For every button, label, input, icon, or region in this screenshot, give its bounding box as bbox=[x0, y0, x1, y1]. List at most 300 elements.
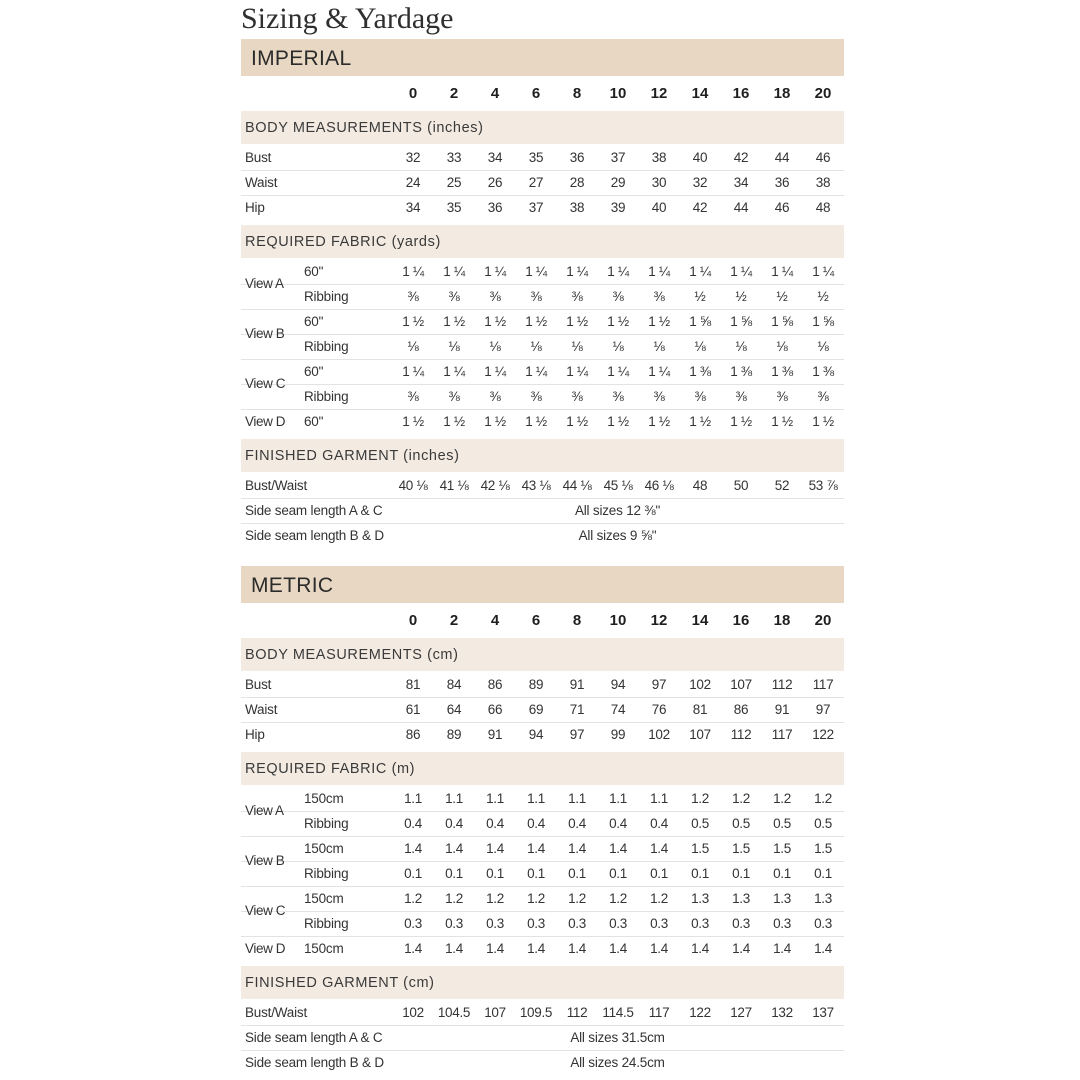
row-sublabel: 150cm bbox=[304, 841, 344, 856]
table-row bbox=[241, 359, 844, 385]
fabric-cell: 1 ¼ bbox=[648, 364, 670, 379]
fabric-cell: ⅛ bbox=[653, 339, 665, 354]
body-cell: 86 bbox=[487, 677, 503, 692]
row-sublabel: 150cm bbox=[304, 891, 344, 906]
row-sublabel: Ribbing bbox=[304, 339, 349, 354]
fabric-cell: 1 ½ bbox=[812, 414, 834, 429]
garment-cell: 42 ⅛ bbox=[480, 478, 510, 493]
fabric-cell: 1.1 bbox=[650, 791, 668, 806]
fabric-cell: 0.1 bbox=[691, 866, 709, 881]
table-row bbox=[241, 1025, 844, 1051]
view-label: View A bbox=[245, 276, 284, 291]
table-row bbox=[241, 697, 844, 723]
fabric-cell: 1.1 bbox=[527, 791, 545, 806]
body-cell: 81 bbox=[405, 677, 421, 692]
view-label: View D bbox=[245, 414, 286, 429]
fabric-cell: 0.4 bbox=[568, 816, 586, 831]
fabric-cell: ½ bbox=[735, 289, 747, 304]
fabric-cell: 1 ⅝ bbox=[812, 314, 834, 329]
fabric-cell: 1 ¼ bbox=[443, 364, 465, 379]
body-cell: 36 bbox=[774, 175, 790, 190]
table-row bbox=[241, 886, 844, 912]
fabric-cell: 1.1 bbox=[486, 791, 504, 806]
body-cell: 25 bbox=[446, 175, 462, 190]
fabric-cell: 1 ½ bbox=[689, 414, 711, 429]
body-cell: 107 bbox=[730, 677, 752, 692]
table-row bbox=[241, 523, 844, 548]
size-header: 20 bbox=[814, 85, 832, 102]
fabric-cell: 1.4 bbox=[445, 841, 463, 856]
fabric-cell: ⅜ bbox=[407, 289, 419, 304]
body-cell: 34 bbox=[405, 200, 421, 215]
fabric-cell: ⅛ bbox=[694, 339, 706, 354]
fabric-cell: ⅜ bbox=[407, 389, 419, 404]
fabric-cell: 1 ½ bbox=[402, 414, 424, 429]
fabric-cell: 0.4 bbox=[609, 816, 627, 831]
fabric-cell: 1.2 bbox=[568, 891, 586, 906]
fabric-cell: ⅜ bbox=[489, 289, 501, 304]
group-heading-label: FINISHED GARMENT (cm) bbox=[245, 975, 435, 991]
fabric-cell: 1.3 bbox=[691, 891, 709, 906]
body-cell: 91 bbox=[487, 727, 503, 742]
body-cell: 29 bbox=[610, 175, 626, 190]
body-cell: 34 bbox=[733, 175, 749, 190]
fabric-cell: 0.3 bbox=[527, 916, 545, 931]
group-heading-label: FINISHED GARMENT (inches) bbox=[245, 448, 460, 464]
fabric-cell: 0.3 bbox=[445, 916, 463, 931]
body-cell: 99 bbox=[610, 727, 626, 742]
table-row bbox=[241, 836, 844, 862]
row-sublabel: Ribbing bbox=[304, 389, 349, 404]
body-cell: 42 bbox=[733, 150, 749, 165]
size-header: 12 bbox=[650, 85, 668, 102]
fabric-cell: ⅜ bbox=[530, 289, 542, 304]
fabric-cell: ⅜ bbox=[735, 389, 747, 404]
fabric-cell: ⅛ bbox=[448, 339, 460, 354]
fabric-cell: ⅜ bbox=[489, 389, 501, 404]
body-cell: 66 bbox=[487, 702, 503, 717]
row-sublabel: 150cm bbox=[304, 941, 344, 956]
size-header-row bbox=[241, 603, 844, 638]
size-header: 6 bbox=[531, 85, 541, 102]
body-cell: 36 bbox=[487, 200, 503, 215]
fabric-cell: 0.1 bbox=[568, 866, 586, 881]
fabric-cell: 0.3 bbox=[814, 916, 832, 931]
group-heading-label: REQUIRED FABRIC (yards) bbox=[245, 234, 441, 250]
view-label: View B bbox=[245, 326, 285, 341]
body-cell: 107 bbox=[689, 727, 711, 742]
body-cell: 38 bbox=[815, 175, 831, 190]
fabric-cell: 1 ½ bbox=[730, 414, 752, 429]
body-cell: 117 bbox=[812, 677, 834, 692]
size-header: 16 bbox=[732, 612, 750, 629]
fabric-cell: 1.2 bbox=[732, 791, 750, 806]
fabric-cell: 1.2 bbox=[486, 891, 504, 906]
body-measurements-heading bbox=[241, 638, 844, 671]
row-label: Side seam length A & C bbox=[245, 503, 383, 518]
body-cell: 38 bbox=[651, 150, 667, 165]
fabric-cell: 1.5 bbox=[814, 841, 832, 856]
body-cell: 97 bbox=[651, 677, 667, 692]
fabric-cell: 1 ¼ bbox=[566, 264, 588, 279]
fabric-cell: ⅛ bbox=[489, 339, 501, 354]
fabric-cell: ⅛ bbox=[817, 339, 829, 354]
body-cell: 86 bbox=[733, 702, 749, 717]
garment-cell: 137 bbox=[812, 1005, 834, 1020]
body-cell: 35 bbox=[446, 200, 462, 215]
fabric-cell: 1 ¼ bbox=[484, 264, 506, 279]
garment-cell: 117 bbox=[648, 1005, 670, 1020]
fabric-cell: 1 ⅜ bbox=[771, 364, 793, 379]
body-cell: 40 bbox=[651, 200, 667, 215]
view-label: View C bbox=[245, 903, 286, 918]
fabric-cell: ⅛ bbox=[407, 339, 419, 354]
table-row bbox=[241, 786, 844, 812]
fabric-cell: 1 ½ bbox=[525, 414, 547, 429]
row-sublabel: Ribbing bbox=[304, 916, 349, 931]
fabric-cell: 1 ½ bbox=[443, 414, 465, 429]
garment-cell: 112 bbox=[566, 1005, 588, 1020]
fabric-cell: ⅛ bbox=[612, 339, 624, 354]
table-row bbox=[241, 145, 844, 171]
all-sizes-value: All sizes 24.5cm bbox=[570, 1055, 665, 1070]
fabric-cell: 0.3 bbox=[650, 916, 668, 931]
fabric-cell: 1 ¼ bbox=[689, 264, 711, 279]
garment-cell: 53 ⅞ bbox=[808, 478, 838, 493]
fabric-cell: 1 ¼ bbox=[812, 264, 834, 279]
garment-cell: 41 ⅛ bbox=[439, 478, 469, 493]
fabric-cell: ⅜ bbox=[694, 389, 706, 404]
all-sizes-value: All sizes 9 ⅝" bbox=[578, 528, 657, 543]
all-sizes-value: All sizes 31.5cm bbox=[570, 1030, 665, 1045]
table-row bbox=[241, 409, 844, 434]
fabric-cell: 1 ½ bbox=[525, 314, 547, 329]
fabric-cell: 1 ⅜ bbox=[812, 364, 834, 379]
body-cell: 102 bbox=[648, 727, 670, 742]
size-header: 0 bbox=[408, 612, 418, 629]
row-sublabel: 60" bbox=[304, 364, 324, 379]
fabric-cell: ⅛ bbox=[735, 339, 747, 354]
fabric-cell: 0.4 bbox=[527, 816, 545, 831]
body-cell: 64 bbox=[446, 702, 462, 717]
body-cell: 48 bbox=[815, 200, 831, 215]
table-row bbox=[241, 284, 844, 310]
body-cell: 71 bbox=[569, 702, 585, 717]
table-row bbox=[241, 259, 844, 285]
garment-cell: 127 bbox=[730, 1005, 752, 1020]
required-fabric-heading bbox=[241, 752, 844, 785]
size-header: 10 bbox=[609, 612, 627, 629]
fabric-cell: ⅜ bbox=[571, 389, 583, 404]
body-cell: 46 bbox=[774, 200, 790, 215]
row-label: Waist bbox=[245, 175, 278, 190]
fabric-cell: ⅛ bbox=[530, 339, 542, 354]
body-cell: 44 bbox=[774, 150, 790, 165]
fabric-cell: 1 ¼ bbox=[771, 264, 793, 279]
row-label: Hip bbox=[245, 200, 265, 215]
fabric-cell: 1 ⅝ bbox=[730, 314, 752, 329]
fabric-cell: 1.5 bbox=[773, 841, 791, 856]
size-header: 10 bbox=[609, 85, 627, 102]
fabric-cell: 1.4 bbox=[650, 841, 668, 856]
size-header: 2 bbox=[449, 612, 459, 629]
fabric-cell: ⅜ bbox=[612, 389, 624, 404]
table-row bbox=[241, 1000, 844, 1026]
garment-cell: 102 bbox=[402, 1005, 424, 1020]
garment-cell: 104.5 bbox=[437, 1005, 471, 1020]
row-label: Side seam length A & C bbox=[245, 1030, 383, 1045]
size-header: 4 bbox=[490, 612, 500, 629]
group-heading-label: BODY MEASUREMENTS (inches) bbox=[245, 120, 484, 136]
body-cell: 97 bbox=[815, 702, 831, 717]
size-header: 18 bbox=[773, 85, 791, 102]
group-heading-label: REQUIRED FABRIC (m) bbox=[245, 761, 416, 777]
fabric-cell: 1 ⅝ bbox=[771, 314, 793, 329]
fabric-cell: 1.4 bbox=[568, 841, 586, 856]
table-row bbox=[241, 195, 844, 220]
body-cell: 35 bbox=[528, 150, 544, 165]
fabric-cell: ⅜ bbox=[530, 389, 542, 404]
body-cell: 97 bbox=[569, 727, 585, 742]
row-sublabel: Ribbing bbox=[304, 289, 349, 304]
view-label: View A bbox=[245, 803, 284, 818]
table-row bbox=[241, 498, 844, 524]
all-sizes-value: All sizes 12 ⅜" bbox=[574, 503, 661, 518]
body-cell: 26 bbox=[487, 175, 503, 190]
table-row bbox=[241, 722, 844, 747]
row-label: Bust bbox=[245, 677, 272, 692]
fabric-cell: 1 ⅝ bbox=[689, 314, 711, 329]
fabric-cell: 1.3 bbox=[814, 891, 832, 906]
garment-cell: 43 ⅛ bbox=[521, 478, 551, 493]
body-cell: 44 bbox=[733, 200, 749, 215]
fabric-cell: 1 ½ bbox=[607, 414, 629, 429]
size-header: 18 bbox=[773, 612, 791, 629]
fabric-cell: 0.1 bbox=[732, 866, 750, 881]
fabric-cell: 1 ½ bbox=[402, 314, 424, 329]
size-header: 14 bbox=[691, 612, 709, 629]
fabric-cell: 1.3 bbox=[732, 891, 750, 906]
body-cell: 38 bbox=[569, 200, 585, 215]
table-row bbox=[241, 384, 844, 410]
fabric-cell: ½ bbox=[694, 289, 706, 304]
size-header: 20 bbox=[814, 612, 832, 629]
body-cell: 32 bbox=[692, 175, 708, 190]
fabric-cell: 1.3 bbox=[773, 891, 791, 906]
fabric-cell: 0.3 bbox=[773, 916, 791, 931]
body-cell: 69 bbox=[528, 702, 544, 717]
body-cell: 74 bbox=[610, 702, 626, 717]
finished-garment-heading bbox=[241, 966, 844, 999]
fabric-cell: 0.1 bbox=[486, 866, 504, 881]
body-measurements-heading bbox=[241, 111, 844, 144]
fabric-cell: 1.4 bbox=[773, 941, 791, 956]
garment-cell: 45 ⅛ bbox=[603, 478, 633, 493]
body-cell: 117 bbox=[771, 727, 793, 742]
body-cell: 37 bbox=[610, 150, 626, 165]
fabric-cell: 1.1 bbox=[445, 791, 463, 806]
fabric-cell: 1 ½ bbox=[566, 314, 588, 329]
fabric-cell: 1 ¼ bbox=[607, 264, 629, 279]
fabric-cell: 1.2 bbox=[527, 891, 545, 906]
garment-cell: 107 bbox=[484, 1005, 506, 1020]
body-cell: 94 bbox=[610, 677, 626, 692]
fabric-cell: ⅜ bbox=[571, 289, 583, 304]
garment-cell: 50 bbox=[733, 478, 749, 493]
fabric-cell: ⅜ bbox=[612, 289, 624, 304]
row-sublabel: 60" bbox=[304, 414, 324, 429]
fabric-cell: 0.1 bbox=[650, 866, 668, 881]
size-header: 16 bbox=[732, 85, 750, 102]
fabric-cell: 1 ½ bbox=[771, 414, 793, 429]
size-header: 14 bbox=[691, 85, 709, 102]
fabric-cell: 1.1 bbox=[404, 791, 422, 806]
fabric-cell: ⅜ bbox=[448, 289, 460, 304]
fabric-cell: 1.4 bbox=[568, 941, 586, 956]
body-cell: 76 bbox=[651, 702, 667, 717]
fabric-cell: 1.5 bbox=[691, 841, 709, 856]
fabric-cell: 1 ¼ bbox=[443, 264, 465, 279]
imperial-heading: IMPERIAL bbox=[241, 39, 844, 76]
fabric-cell: 1.4 bbox=[609, 841, 627, 856]
view-label: View C bbox=[245, 376, 286, 391]
fabric-cell: 1.4 bbox=[486, 841, 504, 856]
body-cell: 112 bbox=[771, 677, 793, 692]
garment-cell: 40 ⅛ bbox=[398, 478, 428, 493]
fabric-cell: 0.3 bbox=[404, 916, 422, 931]
garment-cell: 52 bbox=[774, 478, 790, 493]
table-row bbox=[241, 1050, 844, 1075]
table-row bbox=[241, 861, 844, 887]
fabric-cell: ⅛ bbox=[571, 339, 583, 354]
body-cell: 36 bbox=[569, 150, 585, 165]
body-cell: 37 bbox=[528, 200, 544, 215]
fabric-cell: 1.2 bbox=[404, 891, 422, 906]
fabric-cell: 0.1 bbox=[814, 866, 832, 881]
body-cell: 32 bbox=[405, 150, 421, 165]
size-header: 8 bbox=[572, 612, 582, 629]
garment-cell: 46 ⅛ bbox=[644, 478, 674, 493]
fabric-cell: 1 ¼ bbox=[730, 264, 752, 279]
fabric-cell: 1 ⅜ bbox=[730, 364, 752, 379]
fabric-cell: 0.4 bbox=[404, 816, 422, 831]
size-header: 8 bbox=[572, 85, 582, 102]
row-label: Bust bbox=[245, 150, 272, 165]
fabric-cell: ½ bbox=[817, 289, 829, 304]
body-cell: 94 bbox=[528, 727, 544, 742]
fabric-cell: 1.4 bbox=[527, 941, 545, 956]
fabric-cell: 1 ½ bbox=[484, 414, 506, 429]
fabric-cell: 1.2 bbox=[773, 791, 791, 806]
fabric-cell: 1 ½ bbox=[484, 314, 506, 329]
fabric-cell: 1 ⅜ bbox=[689, 364, 711, 379]
body-cell: 40 bbox=[692, 150, 708, 165]
body-cell: 33 bbox=[446, 150, 462, 165]
fabric-cell: 1.2 bbox=[445, 891, 463, 906]
garment-cell: 122 bbox=[689, 1005, 711, 1020]
fabric-cell: 0.5 bbox=[732, 816, 750, 831]
body-cell: 24 bbox=[405, 175, 421, 190]
fabric-cell: ½ bbox=[776, 289, 788, 304]
fabric-cell: 0.4 bbox=[650, 816, 668, 831]
fabric-cell: 1.4 bbox=[527, 841, 545, 856]
row-sublabel: 60" bbox=[304, 264, 324, 279]
garment-cell: 109.5 bbox=[519, 1005, 553, 1020]
row-sublabel: 60" bbox=[304, 314, 324, 329]
fabric-cell: 1.4 bbox=[404, 841, 422, 856]
fabric-cell: 0.1 bbox=[404, 866, 422, 881]
size-header: 2 bbox=[449, 85, 459, 102]
fabric-cell: 1 ½ bbox=[443, 314, 465, 329]
body-cell: 27 bbox=[528, 175, 544, 190]
table-row bbox=[241, 170, 844, 196]
fabric-cell: 1 ¼ bbox=[525, 264, 547, 279]
fabric-cell: 1 ¼ bbox=[525, 364, 547, 379]
page-title: Sizing & Yardage bbox=[241, 2, 454, 35]
fabric-cell: 0.4 bbox=[445, 816, 463, 831]
garment-cell: 44 ⅛ bbox=[562, 478, 592, 493]
size-header: 12 bbox=[650, 612, 668, 629]
body-cell: 39 bbox=[610, 200, 626, 215]
fabric-cell: 1.1 bbox=[568, 791, 586, 806]
fabric-cell: 1 ½ bbox=[648, 414, 670, 429]
fabric-cell: 1.1 bbox=[609, 791, 627, 806]
row-label: Waist bbox=[245, 702, 278, 717]
fabric-cell: 1.4 bbox=[691, 941, 709, 956]
body-cell: 81 bbox=[692, 702, 708, 717]
fabric-cell: 0.1 bbox=[445, 866, 463, 881]
body-cell: 28 bbox=[569, 175, 585, 190]
fabric-cell: 0.5 bbox=[691, 816, 709, 831]
row-sublabel: Ribbing bbox=[304, 866, 349, 881]
fabric-cell: 0.4 bbox=[486, 816, 504, 831]
body-cell: 46 bbox=[815, 150, 831, 165]
fabric-cell: ⅜ bbox=[776, 389, 788, 404]
fabric-cell: ⅜ bbox=[448, 389, 460, 404]
garment-cell: 48 bbox=[692, 478, 708, 493]
fabric-cell: 1 ½ bbox=[648, 314, 670, 329]
fabric-cell: 0.5 bbox=[773, 816, 791, 831]
fabric-cell: 0.3 bbox=[691, 916, 709, 931]
view-label: View B bbox=[245, 853, 285, 868]
row-label: Side seam length B & D bbox=[245, 528, 384, 543]
body-cell: 30 bbox=[651, 175, 667, 190]
fabric-cell: 1.2 bbox=[691, 791, 709, 806]
fabric-cell: 1.4 bbox=[609, 941, 627, 956]
fabric-cell: 1.4 bbox=[486, 941, 504, 956]
row-label: Bust/Waist bbox=[245, 1005, 308, 1020]
body-cell: 112 bbox=[730, 727, 752, 742]
fabric-cell: 0.3 bbox=[732, 916, 750, 931]
body-cell: 122 bbox=[812, 727, 834, 742]
fabric-cell: 1 ¼ bbox=[484, 364, 506, 379]
fabric-cell: 1 ¼ bbox=[607, 364, 629, 379]
metric-heading: METRIC bbox=[241, 566, 844, 603]
row-label: Hip bbox=[245, 727, 265, 742]
body-cell: 89 bbox=[446, 727, 462, 742]
fabric-cell: 1.4 bbox=[732, 941, 750, 956]
fabric-cell: 1.4 bbox=[445, 941, 463, 956]
fabric-cell: 0.1 bbox=[773, 866, 791, 881]
size-header-row bbox=[241, 76, 844, 111]
body-cell: 91 bbox=[569, 677, 585, 692]
body-cell: 61 bbox=[405, 702, 421, 717]
fabric-cell: ⅛ bbox=[776, 339, 788, 354]
fabric-cell: 0.1 bbox=[527, 866, 545, 881]
table-row bbox=[241, 911, 844, 937]
fabric-cell: 1.5 bbox=[732, 841, 750, 856]
fabric-cell: 1.4 bbox=[404, 941, 422, 956]
